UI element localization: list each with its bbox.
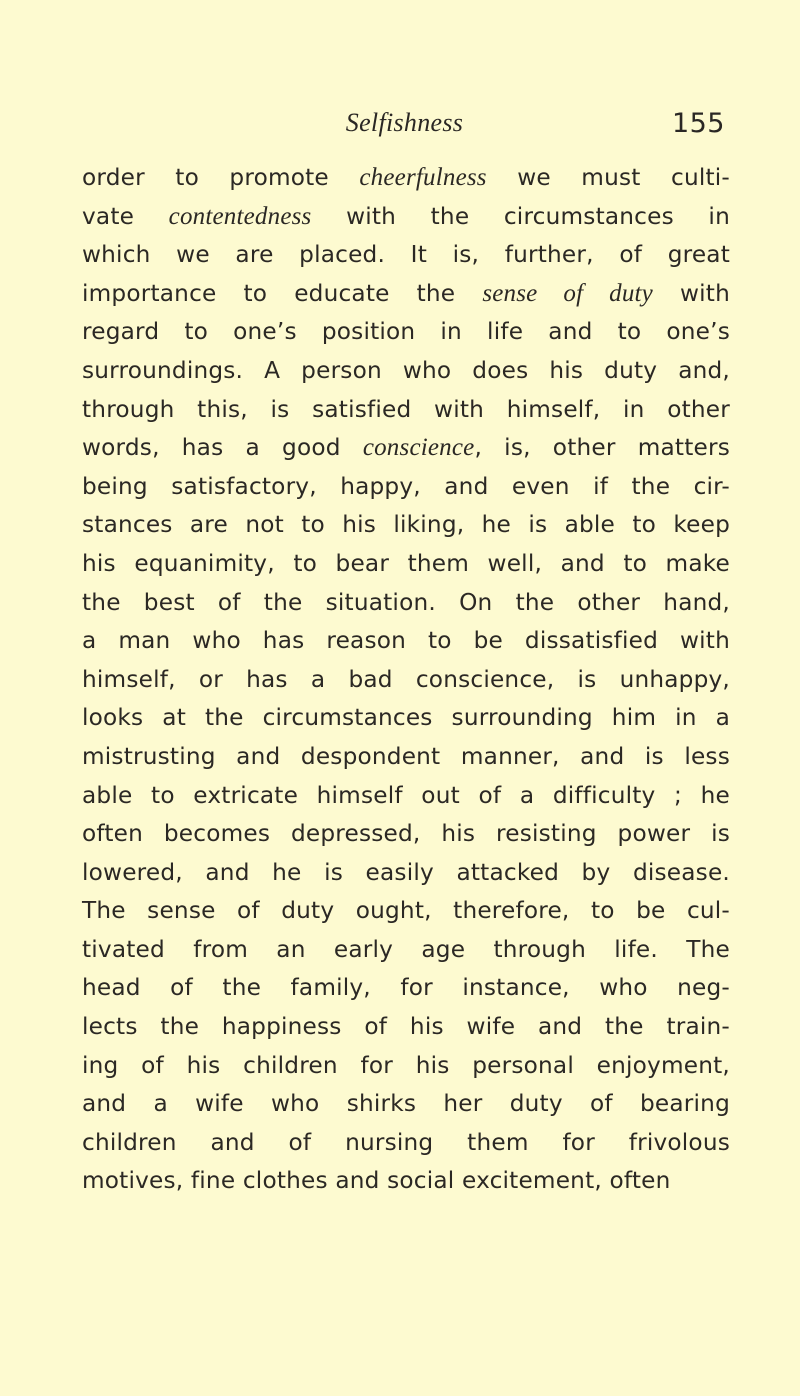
text-line — [82, 236, 730, 275]
italic-phrase: sense of duty — [482, 279, 653, 307]
text-line — [82, 352, 730, 391]
text-run: with — [652, 279, 730, 307]
text-line — [82, 313, 730, 352]
text-run: vate — [82, 202, 169, 230]
text-run: order to promote — [82, 164, 360, 191]
text-run: stances are not to his liking, he is able to keep — [82, 511, 730, 539]
text-run: able to extricate himself out of a difficulty ; he — [82, 781, 730, 809]
text-run: regard to one’s position in life and to one’s — [82, 318, 730, 346]
text-line — [82, 854, 730, 893]
text-line — [82, 777, 730, 816]
text-line — [82, 159, 730, 198]
running-head — [82, 108, 727, 148]
italic-phrase: cheerfulness — [359, 164, 487, 191]
text-line — [82, 468, 730, 507]
text-run: tivated from an early age through life. The — [82, 935, 730, 963]
text-run: mistrusting and despondent manner, and is less — [82, 742, 730, 770]
text-run: often becomes depressed, his resisting power is — [82, 820, 730, 848]
text-run: lowered, and he is easily attacked by disease. — [82, 858, 730, 886]
text-line — [82, 584, 730, 623]
text-line — [82, 969, 730, 1008]
text-line — [82, 892, 730, 931]
text-run: The sense of duty ought, therefore, to be cul- — [82, 897, 730, 925]
text-line — [82, 738, 730, 777]
text-line — [82, 1008, 730, 1047]
text-run: a man who has reason to be dissatisfied with — [82, 627, 730, 655]
text-line — [82, 931, 730, 970]
text-run: children and of nursing them for frivolous — [82, 1128, 730, 1156]
text-run: his equanimity, to bear them well, and to make — [82, 549, 730, 577]
text-line — [82, 506, 730, 545]
text-line — [82, 699, 730, 738]
text-run: and a wife who shirks her duty of bearing — [82, 1090, 730, 1118]
text-run: head of the family, for instance, who neg- — [82, 974, 730, 1002]
text-run: with the circumstances in — [311, 202, 730, 230]
text-line — [82, 815, 730, 854]
text-run: which we are placed. It is, further, of great — [82, 241, 730, 269]
italic-phrase: conscience — [362, 434, 475, 462]
text-run: we must culti- — [486, 164, 730, 191]
text-line — [82, 429, 730, 468]
text-run: lects the happiness of his wife and the train- — [82, 1013, 730, 1041]
text-line — [82, 1124, 730, 1163]
text-line — [82, 545, 730, 584]
text-line — [82, 1085, 730, 1124]
italic-phrase: contentedness — [168, 202, 312, 230]
text-run: words, has a good — [82, 434, 363, 462]
text-run: himself, or has a bad conscience, is unhappy, — [82, 665, 730, 693]
text-run: looks at the circumstances surrounding him in a — [82, 704, 730, 732]
text-run: being satisfactory, happy, and even if the cir- — [82, 472, 730, 500]
body-paragraph — [82, 159, 730, 1201]
text-line — [82, 1162, 730, 1201]
text-line — [82, 622, 730, 661]
text-line — [82, 1047, 730, 1086]
text-line — [82, 661, 730, 700]
text-line — [82, 391, 730, 430]
text-run: , is, other matters — [474, 434, 730, 462]
running-title: Selfishness — [345, 108, 464, 137]
text-run: importance to educate the — [82, 279, 483, 307]
page-number: 155 — [671, 108, 725, 139]
text-run: surroundings. A person who does his duty and, — [82, 356, 730, 384]
text-line — [82, 275, 730, 314]
text-run: the best of the situation. On the other hand, — [82, 588, 730, 616]
text-run: motives, fine clothes and social excitement, often — [82, 1167, 671, 1195]
text-line — [82, 198, 730, 237]
text-run: through this, is satisfied with himself, in other — [82, 395, 730, 423]
text-run: ing of his children for his personal enjoyment, — [82, 1051, 730, 1079]
